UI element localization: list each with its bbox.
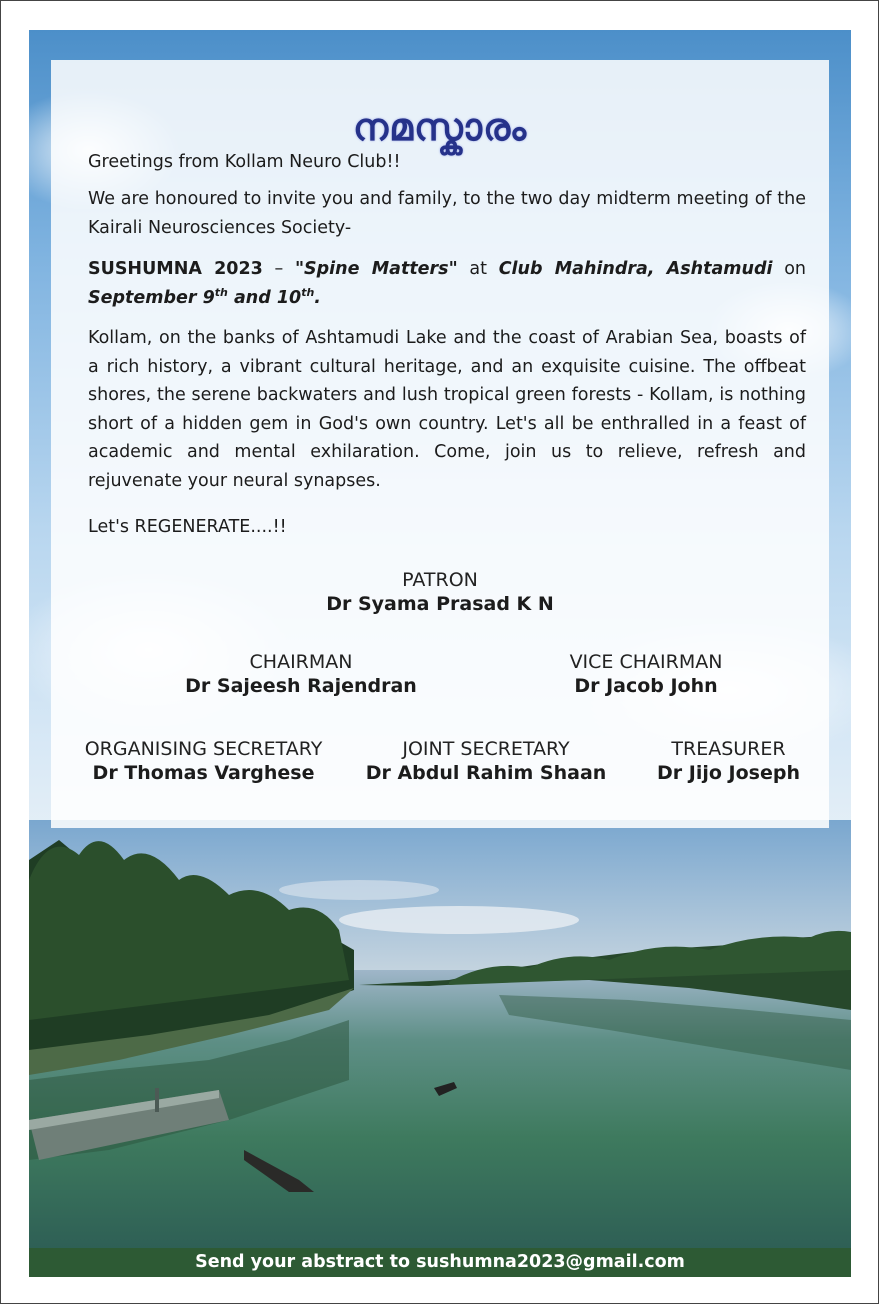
greeting-text: Greetings from Kollam Neuro Club!! (88, 152, 401, 172)
joint-secretary-block (356, 737, 616, 785)
vice-chairman-name: Dr Jacob John (574, 675, 718, 697)
event-on: on (772, 259, 806, 279)
event-dash: – (262, 259, 295, 279)
event-theme: "Spine Matters" (294, 259, 458, 279)
event-venue: Club Mahindra, Ashtamudi (498, 259, 773, 279)
chairman-name: Dr Sajeesh Rajendran (185, 675, 417, 697)
chairman-title: CHAIRMAN (249, 651, 353, 673)
patron-block (290, 568, 590, 616)
event-details (88, 255, 806, 312)
chairman-block (161, 650, 441, 698)
event-date (88, 285, 321, 308)
joint-secretary-name: Dr Abdul Rahim Shaan (365, 762, 607, 784)
event-date-sup-2: th (301, 285, 315, 299)
treasurer-name: Dr Jijo Joseph (657, 762, 800, 784)
invitation-text: We are honoured to invite you and family, to the two day midterm meeting of the Kairali Neurosciences Society- (88, 189, 806, 238)
invitation-poster (29, 30, 851, 1277)
patron-name: Dr Syama Prasad K N (326, 593, 554, 615)
organising-secretary-block (66, 737, 341, 785)
description-text: Kollam, on the banks of Ashtamudi Lake and the coast of Arabian Sea, boasts of a rich history, a vibrant cultural heritage, and an exquisite cuisine. The offbeat shores, the serene backwaters and lush tropical green forests - Kollam, is nothing short of a hidden gem in God's own country. Let's all be enthralled in a feast of academic and mental exhilaration. Come, join us to relieve, refresh and rejuvenate your neural synapses. (88, 328, 806, 491)
vice-chairman-title: VICE CHAIRMAN (569, 651, 723, 673)
abstract-footer-banner: Send your abstract to sushumna2023@gmail.com (29, 1248, 851, 1277)
organising-secretary-title: ORGANISING SECRETARY (84, 738, 323, 760)
treasurer-block (641, 737, 816, 785)
event-date-mid: and 10 (227, 287, 302, 308)
event-date-sup-1: th (214, 285, 228, 299)
invitation-card (51, 60, 829, 828)
event-at: at (457, 259, 499, 279)
greeting-title: നമസ്കാരം (352, 104, 528, 149)
vice-chairman-block (496, 650, 796, 698)
organising-secretary-name: Dr Thomas Varghese (92, 762, 315, 784)
event-name: SUSHUMNA 2023 (88, 259, 263, 279)
event-date-start: September 9 (88, 287, 215, 308)
patron-title: PATRON (402, 569, 478, 591)
treasurer-title: TREASURER (671, 738, 786, 760)
backwater-landscape-image (29, 820, 851, 1250)
event-date-end: . (314, 287, 321, 308)
closing-text: Let's REGENERATE....!! (88, 517, 287, 537)
joint-secretary-title: JOINT SECRETARY (402, 738, 570, 760)
